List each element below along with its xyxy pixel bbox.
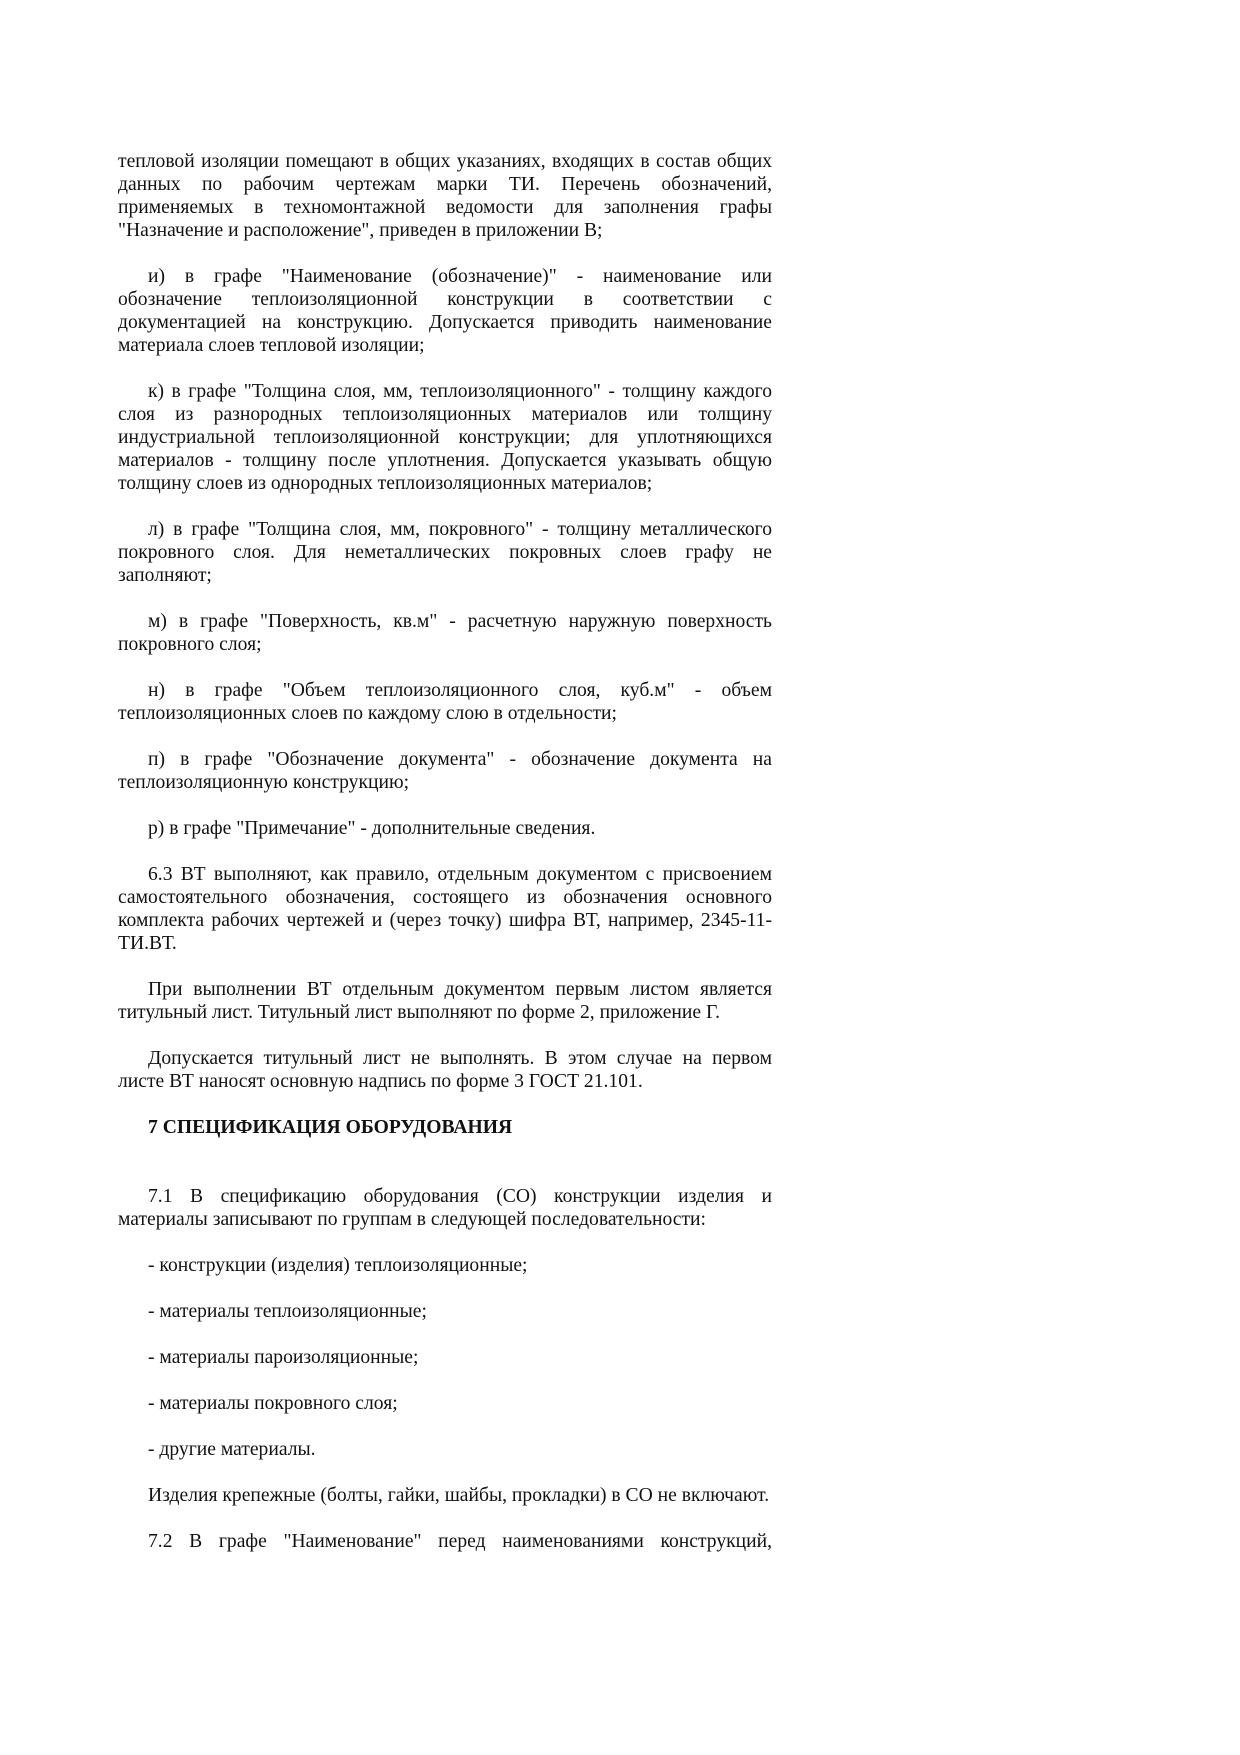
- paragraph-fasteners: Изделия крепежные (болты, гайки, шайбы, прокладки) в СО не включают.: [148, 1485, 770, 1506]
- paragraph-item-l: л) в графе "Толщина слоя, мм, покровного" - толщину металлического покровного слоя. Для неметаллических покровных слоев графу не заполняют;: [118, 519, 772, 586]
- paragraph-item-m: м) в графе "Поверхность, кв.м" - расчетную наружную поверхность покровного слоя;: [118, 611, 772, 655]
- paragraph-item-n: н) в графе "Объем теплоизоляционного слоя, куб.м" - объем теплоизоляционных слоев по каждому слою в отдельности;: [118, 680, 772, 724]
- list-item: - конструкции (изделия) теплоизоляционные;: [148, 1255, 528, 1276]
- list-item: - материалы теплоизоляционные;: [148, 1301, 427, 1322]
- paragraph-item-p: п) в графе "Обозначение документа" - обозначение документа на теплоизоляционную конструкцию;: [118, 749, 772, 793]
- list-item: - материалы пароизоляционные;: [148, 1347, 419, 1368]
- list-item: - другие материалы.: [148, 1439, 316, 1460]
- paragraph-item-r: р) в графе "Примечание" - дополнительные сведения.: [148, 818, 596, 839]
- paragraph-6-3: 6.3 ВТ выполняют, как правило, отдельным документом с присвоением самостоятельного обозначения, состоящего из обозначения основного комплекта рабочих чертежей и (через точку) шифра ВТ, например, 2345-11-ТИ.ВТ.: [118, 864, 772, 954]
- paragraph-item-i: и) в графе "Наименование (обозначение)" - наименование или обозначение теплоизоляционной конструкции в соответствии с документацией на конструкцию. Допускается приводить наименование материала слоев тепловой изоляции;: [118, 266, 772, 356]
- paragraph-continuation: тепловой изоляции помещают в общих указаниях, входящих в состав общих данных по рабочим чертежам марки ТИ. Перечень обозначений, применяемых в техномонтажной ведомости для заполнения графы "Назначение и расположение", приведен в приложении В;: [118, 151, 772, 241]
- list-item: - материалы покровного слоя;: [148, 1393, 398, 1414]
- paragraph-7-2: 7.2 В графе "Наименование" перед наименованиями конструкций,: [148, 1531, 772, 1552]
- document-page: [118, 150, 772, 1576]
- paragraph-title-sheet: При выполнении ВТ отдельным документом первым листом является титульный лист. Титульный лист выполняют по форме 2, приложение Г.: [118, 979, 772, 1023]
- paragraph-7-1: 7.1 В спецификацию оборудования (СО) конструкции изделия и материалы записывают по группам в следующей последовательности:: [118, 1186, 772, 1230]
- section-heading: 7 СПЕЦИФИКАЦИЯ ОБОРУДОВАНИЯ: [148, 1117, 513, 1138]
- paragraph-item-k: к) в графе "Толщина слоя, мм, теплоизоляционного" - толщину каждого слоя из разнородных теплоизоляционных материалов или толщину индустриальной теплоизоляционной конструкции; для уплотняющихся материалов - толщину после уплотнения. Допускается указывать общую толщину слоев из однородных теплоизоляционных материалов;: [118, 381, 772, 494]
- paragraph-title-sheet-optional: Допускается титульный лист не выполнять. В этом случае на первом листе ВТ наносят основную надпись по форме 3 ГОСТ 21.101.: [118, 1048, 772, 1092]
